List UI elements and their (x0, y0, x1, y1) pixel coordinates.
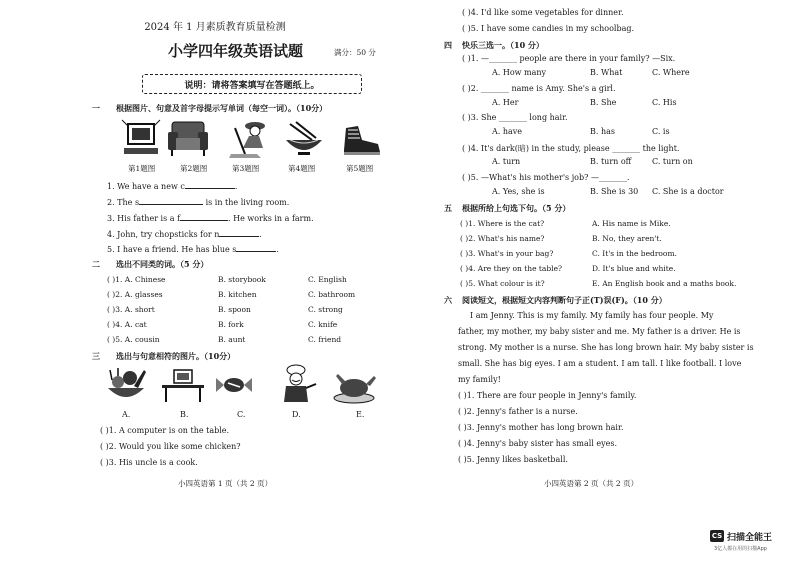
s4-q3-b: B. has (590, 127, 615, 136)
s5-a1: A. His name is Mike. (592, 219, 671, 228)
sofa-picture (166, 118, 210, 158)
s2-row3-b: B. spoon (218, 305, 251, 314)
section-2-number: 二 (92, 259, 100, 269)
s4-q4-a: A. turn (492, 157, 521, 166)
passage-line-1: I am Jenny. This is my family. My family has four people. My (470, 311, 714, 320)
section-3-number: 三 (92, 351, 100, 361)
s6-item-3: ( )3. Jenny's mother has long brown hair. (458, 423, 624, 432)
s3-item-3: ( )3. His uncle is a cook. (100, 458, 198, 467)
s4-q2: ( )2. _______ name is Amy. She's a girl. (462, 84, 616, 93)
letter-a: A. (122, 410, 131, 419)
s6-item-5: ( )5. Jenny likes basketball. (458, 455, 568, 464)
chicken-picture (332, 368, 378, 404)
footer-left: 小四英语第 1 页（共 2 页） (178, 479, 273, 488)
footer-right: 小四英语第 2 页（共 2 页） (544, 479, 639, 488)
s5-a3: C. It's in the bedroom. (592, 249, 677, 258)
s5-a5: E. An English book and a maths book. (592, 279, 737, 288)
s4-q4: ( )4. It's dark(暗) in the study, please _______ the light. (462, 144, 680, 153)
s4-q4-b: B. turn off (590, 157, 632, 166)
passage-line-2: father, my mother, my baby sister and me. My father is a driver. He is (458, 327, 741, 336)
s4-q5-c: C. She is a doctor (652, 187, 724, 196)
s6-item-1: ( )1. There are four people in Jenny's family. (458, 391, 637, 400)
farmer-picture (227, 118, 271, 158)
scanner-logo-icon: CS (711, 532, 723, 540)
s5-q5: ( )5. What colour is it? (460, 279, 545, 288)
s1-item-1: 1. We have a new c . (107, 182, 238, 191)
section-1-number: 一 (92, 103, 100, 113)
s5-q2: ( )2. What's his name? (460, 234, 545, 243)
section-3-title: 选出与句意相符的图片。（10分） (116, 351, 236, 361)
s4-q5: ( )5. —What's his mother's job? —_______. (462, 173, 630, 182)
s5-q3: ( )3. What's in your bag? (460, 249, 554, 258)
notice-text: 说明：请将答案填写在答题纸上。 (184, 81, 320, 91)
s2-row5-c: C. friend (308, 335, 342, 344)
s4-q1-a: A. How many (492, 68, 547, 77)
noodles-picture (282, 120, 326, 158)
computer-on-table-picture (160, 366, 206, 404)
cook-picture (276, 364, 318, 404)
computer-picture (120, 118, 162, 158)
s4-q1-c: C. Where (652, 68, 690, 77)
section-6-number: 六 (444, 295, 452, 305)
s6-item-2: ( )2. Jenny's father is a nurse. (458, 407, 578, 416)
caption-4: 第4题图 (288, 164, 316, 173)
s3-item-2: ( )2. Would you like some chicken? (100, 442, 241, 451)
s3-item-4: ( )4. I'd like some vegetables for dinner. (462, 8, 624, 17)
s2-row4-c: C. knife (308, 320, 338, 329)
s3-item-1: ( )1. A computer is on the table. (100, 426, 230, 435)
candy-picture (214, 370, 254, 400)
s1-item-2: 2. The s is in the living room. (107, 198, 290, 207)
s3-item-5: ( )5. I have some candies in my schoolbag. (462, 24, 635, 33)
s2-row3-a: ( )3. A. short (107, 305, 155, 314)
full-score: 满分：50 分 (334, 48, 376, 57)
s2-row2-c: C. bathroom (308, 290, 356, 299)
letter-e: E. (356, 410, 365, 419)
s2-row4-a: ( )4. A. cat (107, 320, 147, 329)
caption-2: 第2题图 (180, 164, 208, 173)
passage-line-4: small. She has big eyes. I am a student. I am tall. I like football. I love (458, 359, 742, 368)
s1-item-4: 4. John, try chopsticks for n . (107, 230, 262, 239)
section-5-title: 根据所给上句选下句。（5 分） (462, 203, 571, 213)
letter-b: B. (180, 410, 189, 419)
s4-q3-a: A. have (492, 127, 523, 136)
section-5-number: 五 (444, 203, 452, 213)
s1-item-3: 3. His father is a f . He works in a farm. (107, 214, 314, 223)
s4-q1: ( )1. —_______ people are there in your family? —Six. (462, 54, 676, 63)
s2-row3-c: C. strong (308, 305, 343, 314)
section-6-title: 阅读短文，根据短文内容判断句子正(T)误(F)。（10 分） (462, 295, 667, 305)
s4-q4-c: C. turn on (652, 157, 693, 166)
section-4-title: 快乐三选一。（10 分） (462, 40, 544, 50)
s1-item-5: 5. I have a friend. He has blue s . (107, 245, 279, 254)
exam-date-title: 2024 年 1 月素质教育质量检测 (144, 22, 286, 33)
scanner-app-name: 扫描全能王 (727, 533, 773, 543)
caption-1: 第1题图 (128, 164, 156, 173)
s2-row1-b: B. storybook (218, 275, 266, 284)
s4-q2-c: C. His (652, 98, 677, 107)
s2-row5-b: B. aunt (218, 335, 246, 344)
s6-item-4: ( )4. Jenny's baby sister has small eyes. (458, 439, 618, 448)
letter-c: C. (237, 410, 246, 419)
notice-box (142, 74, 362, 94)
section-2-title: 选出不同类的词。（5 分） (116, 259, 209, 269)
s4-q3-c: C. is (652, 127, 670, 136)
shoes-picture (340, 120, 384, 158)
s2-row1-a: ( )1. A. Chinese (107, 275, 166, 284)
s5-q1: ( )1. Where is the cat? (460, 219, 545, 228)
s4-q2-b: B. She (590, 98, 617, 107)
s5-a2: B. No, they aren't. (592, 234, 662, 243)
s2-row2-b: B. kitchen (218, 290, 257, 299)
scanner-app-slogan: 3亿人都在用的扫描App (714, 546, 767, 552)
letter-d: D. (292, 410, 301, 419)
s2-row5-a: ( )5. A. cousin (107, 335, 160, 344)
s4-q1-b: B. What (590, 68, 623, 77)
s5-q4: ( )4. Are they on the table? (460, 264, 563, 273)
right-page (430, 0, 794, 561)
s2-row4-b: B. fork (218, 320, 244, 329)
section-4-number: 四 (444, 40, 452, 50)
exam-main-title: 小学四年级英语试题 (168, 42, 304, 60)
s5-a4: D. It's blue and white. (592, 264, 676, 273)
vegetables-picture (104, 366, 148, 404)
s4-q5-b: B. She is 30 (590, 187, 639, 196)
passage-line-3: strong. My mother is a nurse. She has long brown hair. My baby sister is (458, 343, 754, 352)
s4-q2-a: A. Her (492, 98, 519, 107)
s2-row2-a: ( )2. A. glasses (107, 290, 163, 299)
section-1-title: 根据图片、句意及首字母提示写单词（每空一词）。（10分） (116, 103, 328, 113)
passage-line-5: my family! (458, 375, 501, 384)
caption-5: 第5题图 (346, 164, 374, 173)
s2-row1-c: C. English (308, 275, 347, 284)
s4-q3: ( )3. She _______ long hair. (462, 113, 568, 122)
caption-3: 第3题图 (232, 164, 260, 173)
s4-q5-a: A. Yes, she is (492, 187, 545, 196)
